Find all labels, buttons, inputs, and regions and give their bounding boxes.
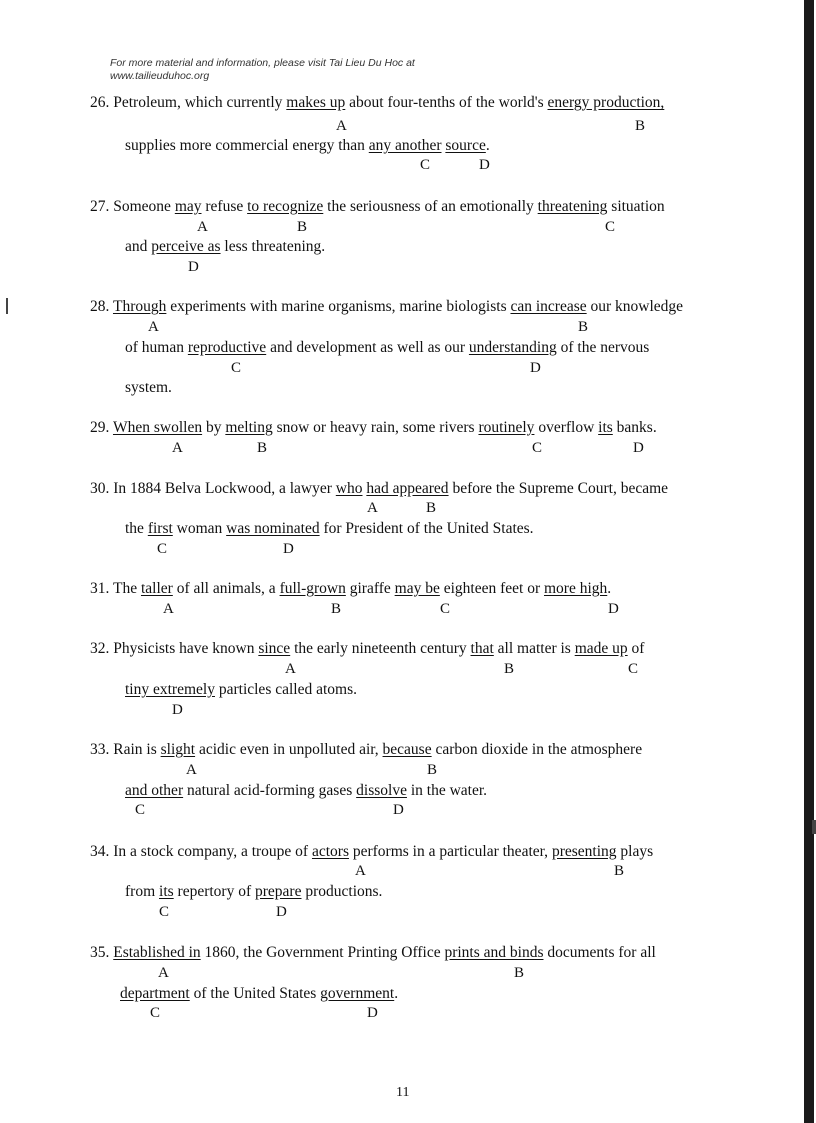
question-30-line-1: 30. In 1884 Belva Lockwood, a lawyer who had appeared before the Supreme Court, became <box>90 480 669 497</box>
option-c-text: routinely <box>478 419 535 436</box>
label-d: D <box>367 1005 378 1021</box>
option-a-text: may <box>174 198 202 215</box>
option-c-text: and other <box>125 782 184 799</box>
label-a: A <box>172 440 183 456</box>
question-27-line-1: 27. Someone may refuse to recognize the seriousness of an emotionally threatening situation <box>90 198 665 215</box>
label-b: B <box>504 661 515 677</box>
label-d: D <box>479 157 490 173</box>
label-c: C <box>150 1005 161 1021</box>
option-b-text: presenting <box>551 843 617 860</box>
option-d-text: dissolve <box>356 782 407 799</box>
label-c: C <box>135 802 146 818</box>
question-34-line-1: 34. In a stock company, a troupe of actors performs in a particular theater, presenting plays <box>90 843 654 860</box>
question-35-line-1: 35. Established in 1860, the Government Printing Office prints and binds documents for all <box>90 944 656 961</box>
label-a: A <box>355 863 366 879</box>
option-d-text: tiny extremely <box>125 681 215 698</box>
question-27-line-2: and perceive as less threatening. <box>125 238 326 255</box>
option-a-text: since <box>258 640 291 657</box>
label-d: D <box>393 802 404 818</box>
option-c-text: may be <box>394 580 440 597</box>
question-number: 26. <box>90 94 110 111</box>
question-33-line-2: and other natural acid-forming gases dissolve in the water. <box>125 782 488 799</box>
option-a-text: taller <box>140 580 173 597</box>
question-28-line-2: of human reproductive and development as well as our understanding of the nervous <box>125 339 650 356</box>
option-b-text: because <box>382 741 432 758</box>
label-c: C <box>605 219 616 235</box>
option-a-text: slight <box>160 741 196 758</box>
option-d-text: more high <box>543 580 608 597</box>
option-d-text: government <box>320 985 395 1002</box>
label-d: D <box>172 702 183 718</box>
option-d-text: was nominated <box>226 520 320 537</box>
label-a: A <box>163 601 174 617</box>
label-a: A <box>367 500 378 516</box>
option-b-text: that <box>470 640 494 657</box>
label-a: A <box>158 965 169 981</box>
header-line-1: For more material and information, please visit Tai Lieu Du Hoc at <box>110 57 415 69</box>
option-d-text: understanding <box>468 339 557 356</box>
label-d: D <box>188 259 199 275</box>
label-b: B <box>426 500 437 516</box>
question-31-line-1: 31. The taller of all animals, a full-grown giraffe may be eighteen feet or more high. <box>90 580 612 597</box>
scan-speck <box>6 298 8 314</box>
label-d: D <box>283 541 294 557</box>
option-d-text: prepare <box>255 883 302 900</box>
option-d-text: source <box>445 137 486 154</box>
label-b: B <box>297 219 308 235</box>
label-a: A <box>197 219 208 235</box>
option-c-text: made up <box>574 640 628 657</box>
option-b-text: full-grown <box>279 580 346 597</box>
question-34-line-2: from its repertory of prepare productions. <box>125 883 383 900</box>
label-a: A <box>186 762 197 778</box>
option-b-text: to recognize <box>247 198 324 215</box>
question-number: 33. <box>90 741 110 758</box>
option-a-text: Established in <box>113 944 201 961</box>
label-b: B <box>578 319 589 335</box>
label-c: C <box>157 541 168 557</box>
question-number: 30. <box>90 480 110 497</box>
option-b-text: melting <box>225 419 273 436</box>
option-b-text: energy production, <box>547 94 665 111</box>
option-b-text: prints and binds <box>444 944 544 961</box>
label-b: B <box>257 440 268 456</box>
scan-edge-bar <box>804 0 814 1123</box>
question-number: 32. <box>90 640 110 657</box>
question-33-line-1: 33. Rain is slight acidic even in unpolluted air, because carbon dioxide in the atmosphere <box>90 741 643 758</box>
label-c: C <box>628 661 639 677</box>
question-number: 29. <box>90 419 110 436</box>
option-a-text: actors <box>311 843 349 860</box>
label-d: D <box>608 601 619 617</box>
question-number: 27. <box>90 198 110 215</box>
label-c: C <box>440 601 451 617</box>
option-a-text: makes up <box>286 94 346 111</box>
question-28-line-3: system. <box>125 379 172 396</box>
option-a-text: Through <box>112 298 167 315</box>
option-c-text: department <box>120 985 190 1002</box>
question-30-line-2: the first woman was nominated for President of the United States. <box>125 520 534 537</box>
header-line-2: www.tailieuduhoc.org <box>110 70 210 82</box>
option-c-text: its <box>159 883 174 900</box>
label-c: C <box>420 157 431 173</box>
label-a: A <box>336 118 347 134</box>
question-26-line-1: 26. Petroleum, which currently makes up about four-tenths of the world's energy production, <box>90 94 665 111</box>
label-d: D <box>530 360 541 376</box>
label-b: B <box>614 863 625 879</box>
label-a: A <box>148 319 159 335</box>
question-number: 28. <box>90 298 110 315</box>
question-28-line-1: 28. Through experiments with marine organisms, marine biologists can increase our knowledge <box>90 298 684 315</box>
question-35-line-2: department of the United States government. <box>120 985 399 1002</box>
label-c: C <box>159 904 170 920</box>
option-c-text: reproductive <box>187 339 267 356</box>
option-a-text: who <box>335 480 363 497</box>
label-b: B <box>635 118 646 134</box>
option-b-text: can increase <box>510 298 587 315</box>
option-c-text: first <box>147 520 173 537</box>
label-b: B <box>427 762 438 778</box>
question-29-line-1: 29. When swollen by melting snow or heavy rain, some rivers routinely overflow its banks. <box>90 419 657 436</box>
question-26-line-2: supplies more commercial energy than any another source. <box>125 137 490 154</box>
label-b: B <box>331 601 342 617</box>
label-c: C <box>532 440 543 456</box>
question-32-line-2: tiny extremely particles called atoms. <box>125 681 357 698</box>
label-a: A <box>285 661 296 677</box>
option-c-text: threatening <box>537 198 608 215</box>
label-b: B <box>514 965 525 981</box>
question-number: 31. <box>90 580 110 597</box>
option-a-text: When swollen <box>112 419 203 436</box>
option-d-text: perceive as <box>151 238 221 255</box>
option-c-text: any another <box>368 137 442 154</box>
header-note <box>110 57 415 83</box>
option-b-text: had appeared <box>366 480 449 497</box>
option-d-text: its <box>598 419 613 436</box>
question-number: 34. <box>90 843 110 860</box>
page-number: 11 <box>396 1085 410 1100</box>
label-d: D <box>276 904 287 920</box>
label-d: D <box>633 440 644 456</box>
scan-speck <box>812 820 816 834</box>
question-32-line-1: 32. Physicists have known since the early nineteenth century that all matter is made up of <box>90 640 645 657</box>
question-number: 35. <box>90 944 110 961</box>
label-c: C <box>231 360 242 376</box>
